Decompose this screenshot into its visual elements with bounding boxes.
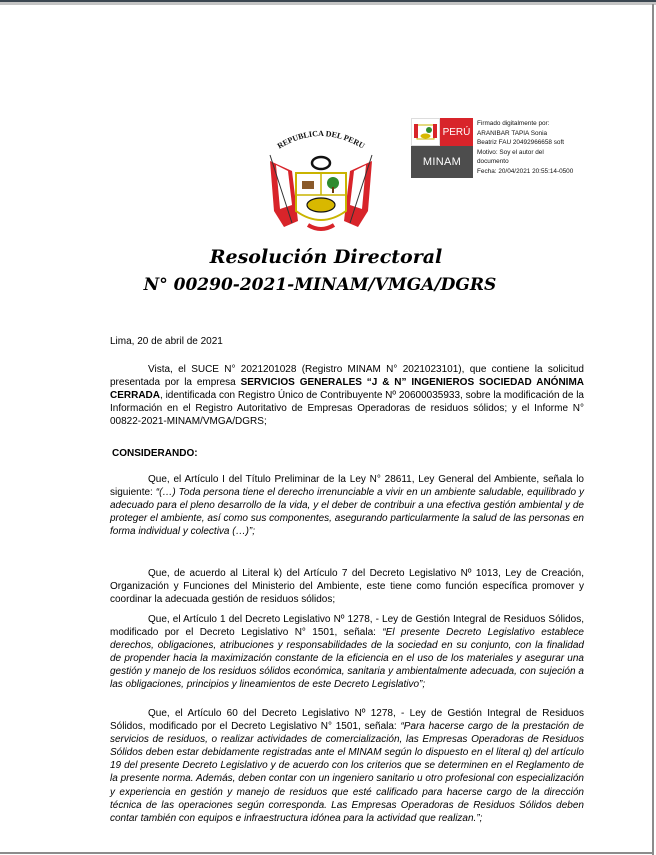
minam-label: MINAM <box>411 146 473 178</box>
page-bottom-border <box>0 852 654 854</box>
digital-signature-stamp <box>411 118 591 180</box>
paragraph-quote: “(…) Toda persona tiene el derecho irrenunciable a vivir en un ambiente saludable, equilibrado y adecuado para el pleno desarrollo de la vida, y el deber de contribuir a una efectiva gestión ambiental y de proteger el ambiente, así como sus componentes, asegurando particularmente la salud de las personas en forma individual y colectiva (…)”; <box>110 487 584 538</box>
considerando-paragraph <box>110 707 584 825</box>
company-name: SERVICIOS GENERALES “J & N” INGENIEROS SOCIEDAD ANÓNIMA CERRADA <box>110 377 585 402</box>
paragraph-quote: “El presente Decreto Legislativo establece derechos, obligaciones, atribuciones y responsabilidades de la sociedad en su conjunto, con la finalidad de propender hacia la maximización constante de la eficiencia en el uso de los materiales y asegurar una gestión y manejo de los residuos sólidos económica, sanitaria y ambientalmente adecuada, con sujeción a las obligaciones, principios y lineamientos de este Decreto Legislativo”; <box>110 627 584 691</box>
resolution-number: N° 00290-2021-MINAM/VMGA/DGRS <box>143 275 497 295</box>
vista-paragraph <box>110 363 584 428</box>
paragraph-lead: Que, el Artículo 60 del Decreto Legislativo Nº 1278, - Ley de Gestión Integral de Residuos Sólidos, modificado por el Decreto Legislativo N° 1501, señala: <box>110 708 584 733</box>
signature-line: Beatriz FAU 20492966658 soft <box>477 139 565 147</box>
paragraph-quote: “Para hacerse cargo de la prestación de servicios de residuos, o realizar actividades de comercialización, las Empresas Operadoras de Residuos Sólidos deben estar debidamente registradas ante el MINAM según lo dispuesto en el literal q) del artículo 19 del presente Decreto Legislativo y de acuerdo con los criterios que se determinen en el Reglamento de la presente norma. Además, deben contar con un ingeniero sanitario u otro profesional con especialización y experiencia en gestión y manejo de residuos que esté calificado para hacerse cargo de la dirección técnica de las operaciones según corresponda. Las Empresas Operadoras de Residuos Sólidos deben contar también con equipos e infraestructura idónea para la actividad que realizan.”; <box>110 721 584 824</box>
considerando-paragraph <box>110 613 584 692</box>
paragraph-lead: Que, el Artículo 1 del Decreto Legislativo Nº 1278, - Ley de Gestión Integral de Residuos Sólidos, modificado por el Decreto Legislativo N° 1501, señala: <box>110 614 584 639</box>
document-title: Resolución Directoral <box>209 246 443 268</box>
svg-text:REPUBLICA DEL PERU: REPUBLICA DEL PERU <box>275 128 367 151</box>
coat-of-arms <box>262 125 380 237</box>
signature-line: documento <box>477 158 509 166</box>
document-page <box>0 5 652 852</box>
signature-line: Fecha: 20/04/2021 20:55:14-0500 <box>477 167 574 175</box>
peru-label: PERÚ <box>440 118 473 146</box>
signature-line: ARANIBAR TAPIA Sonia <box>477 129 548 137</box>
considerando-paragraph <box>110 567 584 606</box>
page-right-border <box>652 4 654 855</box>
vista-text-cont: , identificada con Registro Único de Contribuyente Nº 20600035933, sobre la modificación de la Información en el Registro Autoritativo de Empresas Operadoras de residuos sólidos; y el Informe N° 00822-2021-MINAM/VMGA/DGRS; <box>110 390 584 428</box>
peru-coat-of-arms-icon <box>262 125 380 237</box>
signature-line: Firmado digitalmente por: <box>477 120 550 127</box>
vista-text: Vista, el SUCE N° 2021201028 (Registro MINAM N° 2021023101), que contiene la solicitud presentada por la empresa <box>110 364 584 389</box>
signature-details <box>477 119 597 177</box>
considerando-heading: CONSIDERANDO: <box>112 448 198 459</box>
considerando-paragraph <box>110 473 584 538</box>
paragraph-lead: Que, de acuerdo al Literal k) del Artículo 7 del Decreto Legislativo Nº 1013, Ley de Creación, Organización y Funciones del Ministerio del Ambiente, este tiene como función específica promover y coordinar la adecuada gestión de residuos sólidos; <box>110 568 584 606</box>
paragraph-lead: Que, el Artículo I del Título Preliminar de la Ley N° 28611, Ley General del Ambiente, señala lo siguiente: <box>110 474 584 499</box>
signature-line: Motivo: Soy el autor del <box>477 148 544 156</box>
shield-icon <box>411 118 440 146</box>
place-date: Lima, 20 de abril de 2021 <box>110 336 223 347</box>
minam-logo <box>411 118 473 178</box>
